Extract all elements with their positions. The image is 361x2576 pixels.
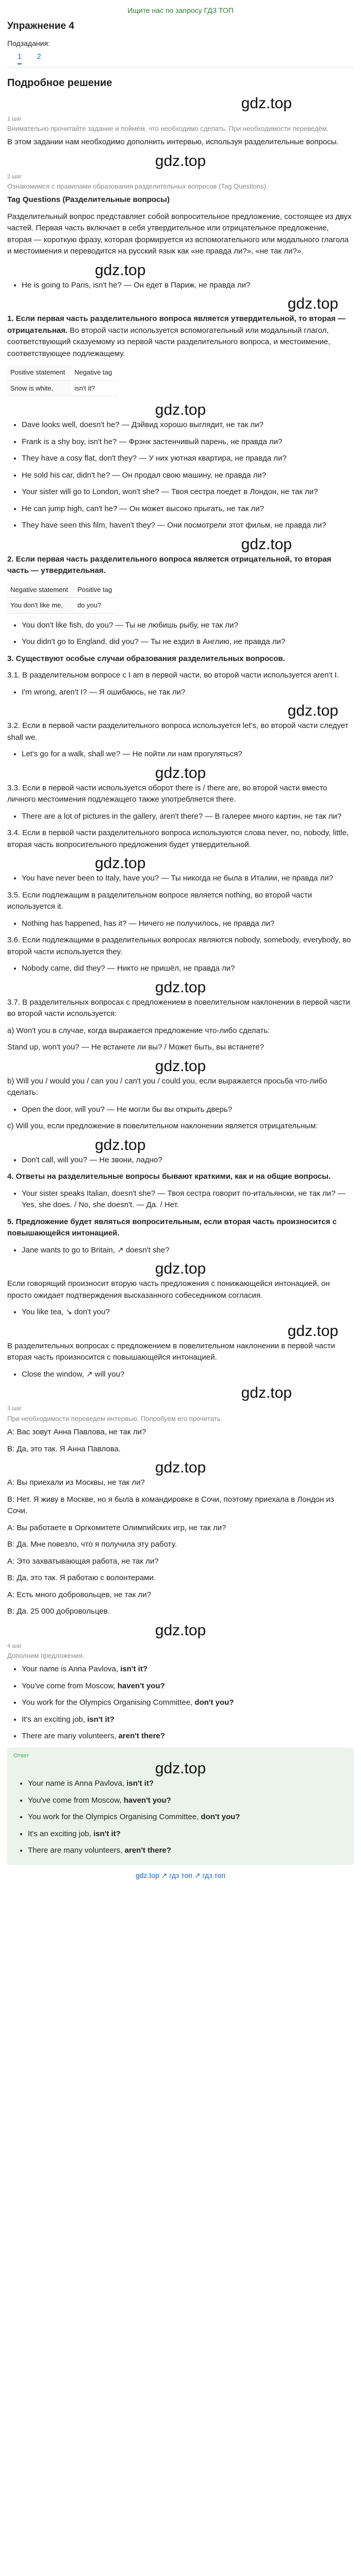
solution-title: Подробное решение: [7, 77, 112, 89]
rule-3-1: 3.1. В разделительном вопросе с I am в первой части, во второй части используется aren't I.: [7, 671, 339, 680]
step1-desc: Внимательно прочитайте задание и поймём, что необходимо сделать. При необходимости переведём.: [7, 125, 329, 132]
watermark: gdz.top: [287, 702, 338, 720]
list-item: • Your name is Anna Pavlova, isn't it?: [22, 1664, 354, 1675]
rule-3-7-b: b) Will you / would you / can you / can't you / could you, если выражается просьба что-либо сделать:: [7, 1076, 327, 1097]
list-item: • Your name is Anna Pavlova, isn't it?: [28, 1778, 348, 1790]
tab-1[interactable]: 1: [18, 51, 22, 64]
watermark: gdz.top: [95, 855, 146, 872]
rule-3-7-a-example: Stand up, won't you? — Не встанете ли вы? / Может быть, вы встанете?: [7, 1043, 264, 1052]
list-item: • You have never been to Italy, have you? — Ты никогда не была в Италии, не правда ли?: [22, 873, 354, 885]
watermark: gdz.top: [287, 295, 338, 313]
rule-4: 4. Ответы на разделительные вопросы бывают краткими, как и на общие вопросы.: [7, 1172, 331, 1181]
list-item: • Dave looks well, doesn't he? — Дэйвид хорошо выглядит, не так ли?: [22, 419, 354, 431]
step4-desc: Дополним предложения.: [7, 1652, 85, 1660]
answer-label: Ответ: [13, 1752, 29, 1759]
completed-sentences: [7, 1664, 354, 1742]
list-item: • Your sister will go to London, won't she? — Твоя сестра поедет в Лондон, не так ли?: [22, 486, 354, 498]
page-title: Упражнение 4: [7, 21, 74, 31]
dialog-line: A: Это захватывающая работа, не так ли?: [7, 1556, 159, 1566]
top-link[interactable]: Ищите нас по запросу ГДЗ ТОП: [127, 6, 234, 14]
watermark: gdz.top: [287, 1322, 338, 1340]
rule1-examples: [7, 419, 354, 532]
list-item: • You work for the Olympics Organising Committee, don't you?: [22, 1697, 354, 1709]
subtopics-label: Подзадания:: [7, 39, 50, 47]
answer-box: [7, 1748, 354, 1865]
step3-label: 3 шаг: [7, 1405, 22, 1412]
watermark: gdz.top: [155, 152, 206, 170]
step2-desc: Ознакомимся с правилами образования разделительных вопросов (Tag Questions).: [7, 182, 268, 191]
list-item: • Don't call, will you? — Не звони, ладно?: [22, 1155, 354, 1166]
list-item: • You don't like fish, do you? — Ты не любишь рыбу, не так ли?: [22, 620, 354, 632]
list-item: • You work for the Olympics Organising Committee, don't you?: [28, 1811, 348, 1823]
rule-3-7-c: с) Will you, если предложение в повелительном наклонении является отрицательным:: [7, 1122, 318, 1131]
rule-5-b: Если говорящий произносит вторую часть предложения с понижающейся интонацией, он просто ожидает подтверждения высказанного собеседником согласия.: [7, 1279, 330, 1300]
watermark: gdz.top: [241, 535, 292, 553]
watermark: gdz.top: [155, 1260, 206, 1278]
rule-3: 3. Существуют особые случаи образования разделительных вопросов.: [7, 654, 285, 663]
watermark: gdz.top: [155, 1760, 206, 1777]
dialog-line: B: Да. Мне повезло, что я получила эту работу.: [7, 1540, 177, 1549]
footer-link[interactable]: gdz.top ↗ гдз топ ↗ гдз.топ: [135, 1871, 226, 1879]
step4-label: 4 шаг: [7, 1642, 22, 1649]
dialog-line: B: Да, это так. Я работаю с волонтерами.: [7, 1573, 156, 1583]
rule-3-2: 3.2. Если в первой части разделительного вопроса используется let's, во второй части следует shall we.: [7, 721, 349, 742]
list-item: • You've come from Moscow, haven't you?: [22, 1681, 354, 1692]
list-item: • You like tea, ↘ don't you?: [22, 1307, 354, 1318]
watermark: gdz.top: [155, 978, 206, 996]
list-item: • You didn't go to England, did you? — Ты не ездил в Англию, не правда ли?: [22, 636, 354, 648]
list-item: • Your sister speaks Italian, doesn't she? — Твоя сестра говорит по-итальянски, не так ли? — Yes, she does. / No, she doesn't. — Да. / Нет.: [22, 1188, 354, 1211]
rule2-table: Negative statement Positive tag You don't like me, do you?: [7, 582, 118, 614]
divider: [7, 67, 354, 68]
watermark: gdz.top: [241, 1384, 292, 1402]
dialog-line: A: Вы работаете в Оргкомитете Олимпийских игр, не так ли?: [7, 1523, 226, 1532]
rule-3-7: 3.7. В разделительных вопросах с предложением в повелительном наклонении в первой части во второй части используется:: [7, 997, 350, 1019]
tag-questions-heading: Tag Questions (Разделительные вопросы): [7, 195, 170, 205]
step1-label: 1 шаг: [7, 115, 22, 122]
example: • He is going to Paris, isn't he? — Он едет в Париж, не правда ли?: [22, 280, 354, 292]
step1-text: В этом задании нам необходимо дополнить интервью, используя разделительные вопросы.: [7, 138, 339, 147]
watermark: gdz.top: [155, 1057, 206, 1075]
dialog-line: B: Нет. Я живу в Москве, но я была в командировке в Сочи, поэтому приехала в Лондон из Сочи.: [7, 1495, 334, 1516]
rule-3-3: 3.3. Если в первой части используется оборот there is / there are, во второй части вместо личного местоимения подлежащего также употребляется there.: [7, 783, 327, 804]
step3-desc: При необходимости переведем интервью. Попробуем его прочитать.: [7, 1414, 223, 1422]
list-item: • I'm wrong, aren't I? — Я ошибаюсь, не так ли?: [22, 687, 354, 699]
dialog-line: B: Да. 25 000 добровольцев.: [7, 1607, 110, 1616]
rule-5-c: В разделительных вопросах с предложением в повелительном наклонении в первой части вторая часть произносится с повышающейся интонацией.: [7, 1341, 335, 1362]
list-item: • Open the door, will you? — Не могли бы вы открыть дверь?: [22, 1104, 354, 1116]
list-item: • Let's go for a walk, shall we? — Не пойти ли нам прогуляться?: [22, 749, 354, 760]
rule-2: 2. Если первая часть разделительного вопроса является отрицательной, то вторая часть — утвердительная.: [7, 554, 332, 575]
list-item: • There are many volunteers, aren't there?: [28, 1845, 348, 1857]
rule-1: 1. Если первая часть разделительного вопроса является утвердительной, то вторая — отрицательная. Во второй части используется вспомогательный или модальный глагол, соответствующий сказуемому из первой части разделительного вопроса, и местоимение, соответствующее подлежащему.: [7, 314, 346, 358]
list-item: • They have seen this film, haven't they? — Они посмотрели этот фильм, не правда ли?: [22, 520, 354, 532]
list-item: • Nothing has happened, has it? — Ничего не получилось, не правда ли?: [22, 918, 354, 930]
watermark: gdz.top: [155, 401, 206, 419]
rule2-examples: [7, 620, 354, 648]
watermark: gdz.top: [155, 1459, 206, 1477]
list-item: • Nobody came, did they? — Никто не пришёл, не правда ли?: [22, 963, 354, 975]
watermark: gdz.top: [95, 1136, 146, 1154]
watermark: gdz.top: [155, 1621, 206, 1639]
rule-3-7-a: а) Won't you в случае, когда выражается предложение что-либо сделать:: [7, 1026, 270, 1035]
list-item: • Jane wants to go to Britain, ↗ doesn't she?: [22, 1245, 354, 1257]
rule-3-5: 3.5. Если подлежащим в разделительном вопросе является nothing, во второй части используется it.: [7, 890, 312, 911]
list-item: • Close the window, ↗ will you?: [22, 1369, 354, 1381]
dialog-line: B: Да, это так. Я Анна Павлова.: [7, 1444, 121, 1453]
subtopic-tabs: [7, 51, 354, 64]
dialog-line: A: Вы приехали из Москвы, не так ли?: [7, 1478, 145, 1487]
list-item: • He sold his car, didn't he? — Он продал свою машину, не правда ли?: [22, 470, 354, 482]
rule-3-6: 3.6. Если подлежащими в разделительных вопросах являются nobody, somebody, everybody, во второй части используется they.: [7, 936, 351, 956]
list-item: • It's an exciting job, isn't it?: [28, 1828, 348, 1840]
answer-list: [13, 1778, 348, 1857]
rule-5: 5. Предложение будет являться вопросительным, если вторая часть произносится с повышающейся интонацией.: [7, 1217, 337, 1238]
watermark: gdz.top: [155, 764, 206, 782]
watermark: gdz.top: [241, 94, 292, 112]
translation-dialog: [7, 1427, 354, 1618]
rule-3-4: 3.4. Если в первой части разделительного вопроса используются слова never, no, nobody, little, вторая часть вопросительного предложения будет утвердительной.: [7, 828, 349, 849]
list-item: • You've come from Moscow, haven't you?: [28, 1795, 348, 1807]
list-item: • He can jump high, can't he? — Он может высоко прыгать, не так ли?: [22, 503, 354, 515]
tab-2[interactable]: 2: [37, 52, 41, 60]
dialog-line: A: Есть много добровольцев, не так ли?: [7, 1590, 151, 1599]
rule1-table: Positive statement Negative tag Snow is white, isn't it?: [7, 365, 118, 396]
step2-label: 2 шаг: [7, 173, 22, 180]
list-item: • There are a lot of pictures in the gallery, aren't there? — В галерее много картин, не так ли?: [22, 811, 354, 823]
dialog-line: A: Вас зовут Анна Павлова, не так ли?: [7, 1428, 146, 1437]
list-item: • They have a cosy flat, don't they? — У них уютная квартира, не правда ли?: [22, 453, 354, 465]
list-item: • It's an exciting job, isn't it?: [22, 1714, 354, 1726]
tag-questions-intro: Разделительный вопрос представляет собой вопросительное предложение, состоящее из двух частей. Первая часть включает в себя утвердительное или отрицательное предложение, вторая — короткую фразу, которая формируется из вспомогательного или модального глагола и местоимения и переводится на русский язык как «не правда ли?», «не так ли?».: [7, 212, 352, 256]
list-item: • Frank is a shy boy, isn't he? — Фрэнк застенчивый парень, не правда ли?: [22, 436, 354, 448]
list-item: • There are many volunteers, aren't there?: [22, 1731, 354, 1742]
watermark: gdz.top: [95, 261, 146, 279]
